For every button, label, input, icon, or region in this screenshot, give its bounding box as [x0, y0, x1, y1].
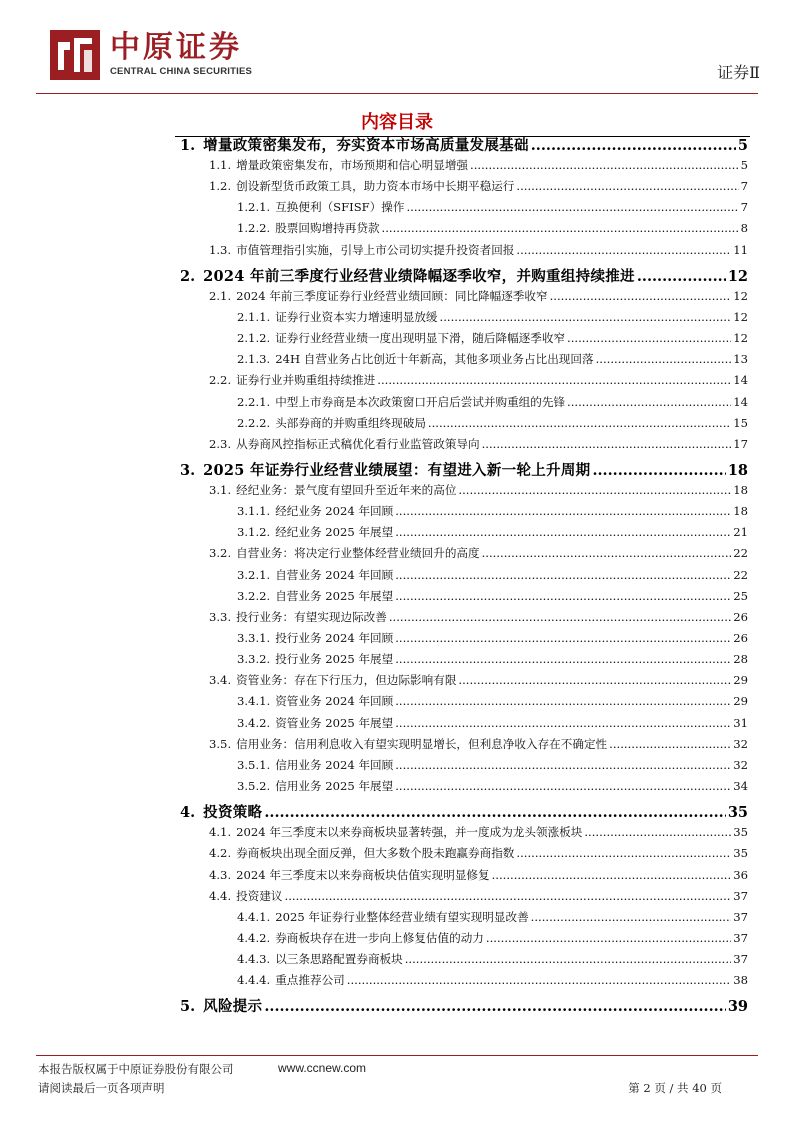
toc-entry-title: 以三条思路配置券商板块	[275, 952, 403, 967]
toc-entry-title: 自营业务：将决定行业整体经营业绩回升的高度	[236, 546, 480, 561]
toc-leader-dots	[347, 973, 731, 987]
toc-entry-title: 自营业务 2025 年展望	[275, 588, 394, 603]
toc-entry-number: 2.2.1.	[237, 394, 271, 409]
toc-leader-dots	[596, 352, 732, 366]
toc-leader-dots	[492, 868, 732, 882]
toc-leader-dots	[405, 952, 732, 966]
toc-entry[interactable]	[237, 309, 748, 327]
toc-entry-title: 信用业务 2024 年回顾	[275, 757, 394, 772]
toc-entry-page: 22	[733, 567, 748, 582]
toc-leader-dots	[458, 673, 731, 687]
toc-entry-page: 32	[733, 736, 748, 751]
toc-entry[interactable]	[237, 415, 748, 433]
toc-entry-number: 4.4.2.	[237, 930, 271, 945]
toc-entry-number: 2.1.	[209, 288, 232, 303]
toc-leader-dots	[395, 525, 731, 539]
toc-leader-dots	[264, 804, 725, 821]
toc-entry-page: 25	[733, 588, 748, 603]
toc-entry-title: 2025 年证券行业整体经营业绩有望实现明显改善	[275, 909, 529, 924]
toc-entry[interactable]	[209, 609, 748, 627]
toc-entry-number: 3.3.2.	[237, 652, 271, 667]
toc-entry-page: 29	[733, 694, 748, 709]
toc-entry[interactable]	[180, 459, 748, 481]
toc-entry-number: 3.3.1.	[237, 631, 271, 645]
toc-entry-number: 2.	[180, 267, 196, 285]
toc-entry-number: 4.4.	[209, 888, 232, 903]
toc-entry-title: 投行业务：有望实现边际改善	[236, 609, 387, 624]
toc-entry[interactable]	[237, 972, 748, 990]
toc-entry-number: 3.5.1.	[237, 757, 271, 772]
toc-leader-dots	[609, 737, 731, 751]
toc-entry-number: 3.1.1.	[237, 504, 271, 519]
toc-entry-title: 增量政策密集发布，市场预期和信心明显增强	[236, 158, 469, 172]
toc-entry-number: 4.4.1.	[237, 909, 271, 924]
toc-entry-page: 7	[740, 200, 748, 215]
toc-entry[interactable]	[209, 157, 748, 175]
sector-label: 证券Ⅱ	[717, 63, 760, 82]
toc-entry-number: 2.2.	[209, 373, 232, 388]
toc-leader-dots	[440, 310, 732, 324]
toc-entry[interactable]	[209, 672, 748, 690]
toc-entry-page: 38	[733, 973, 748, 988]
toc-entry[interactable]	[209, 545, 748, 563]
toc-entry-title: 信用业务 2025 年展望	[275, 779, 394, 794]
toc-entry[interactable]	[237, 330, 748, 348]
toc-entry-page: 13	[733, 352, 748, 367]
toc-entry[interactable]	[237, 757, 748, 775]
toc-entry-title: 券商板块出现全面反弹，但大多数个股未跑赢券商指数	[236, 846, 515, 861]
toc-entry-title: 创设新型货币政策工具，助力资本市场中长期平稳运行	[236, 179, 515, 194]
toc-entry-page: 32	[733, 757, 748, 772]
toc-entry-title: 资管业务：存在下行压力，但边际影响有限	[236, 673, 457, 688]
toc-entry-number: 3.3.	[209, 609, 232, 624]
toc-entry-title: 2025 年证券行业经营业绩展望：有望进入新一轮上升周期	[203, 461, 591, 479]
toc-entry-title: 互换便利（SFISF）操作	[275, 200, 405, 215]
toc-leader-dots	[592, 462, 725, 479]
toc-entry-title: 24H 自营业务占比创近十年新高，其他多项业务占比出现回落	[275, 352, 594, 367]
toc-leader-dots	[395, 568, 731, 582]
toc-leader-dots	[567, 331, 731, 345]
toc-entry[interactable]	[209, 867, 748, 885]
toc-entry-number: 2.1.3.	[237, 352, 271, 367]
toc-leader-dots	[531, 910, 732, 924]
toc-entry-page: 29	[733, 673, 748, 688]
toc-entry-title: 股票回购增持再贷款	[275, 221, 380, 236]
toc-entry-number: 1.3.	[209, 242, 232, 257]
toc-entry[interactable]	[209, 824, 748, 842]
page-number: 第 2 页 / 共 40 页	[628, 1081, 722, 1095]
toc-entry-page: 35	[727, 804, 748, 822]
toc-entry-page: 37	[733, 952, 748, 967]
toc-entry-number: 2.1.2.	[237, 331, 271, 346]
toc-entry-page: 5	[740, 158, 748, 172]
toc-leader-dots	[458, 483, 731, 497]
toc-entry-title: 风险提示	[203, 998, 263, 1016]
toc-entry-number: 1.	[180, 137, 196, 154]
toc-entry-title: 2024 年三季度末以来券商板块显著转强，并一度成为龙头领涨板块	[236, 825, 583, 840]
toc-leader-dots	[470, 158, 739, 172]
footer-disclaimer: 请阅读最后一页各项声明	[38, 1081, 165, 1095]
toc-entry[interactable]	[180, 265, 748, 287]
toc-entry-number: 3.4.2.	[237, 715, 271, 730]
toc-entry-page: 18	[733, 504, 748, 519]
toc-entry-page: 34	[733, 779, 748, 794]
toc-entry-number: 3.4.1.	[237, 694, 271, 709]
toc-entry[interactable]	[237, 220, 748, 238]
toc-entry-title: 信用业务：信用利息收入有望实现明显增长，但利息净收入存在不确定性	[236, 736, 608, 751]
toc-entry-page: 21	[733, 525, 748, 540]
toc-entry-number: 4.4.4.	[237, 973, 271, 988]
toc-entry-title: 重点推荐公司	[275, 973, 345, 988]
toc-entry-title: 投行业务 2024 年回顾	[275, 631, 394, 645]
toc-entry-number: 3.1.	[209, 482, 232, 497]
toc-entry[interactable]	[237, 951, 748, 969]
toc-entry-number: 4.1.	[209, 825, 232, 840]
toc-entry-title: 中型上市券商是本次政策窗口开启后尝试并购重组的先锋	[275, 394, 566, 409]
toc-entry-title: 证券行业并购重组持续推进	[236, 373, 376, 388]
toc-leader-dots	[482, 546, 732, 560]
toc-entry-page: 5	[737, 137, 748, 154]
toc-entry-page: 12	[733, 288, 748, 303]
toc-entry-number: 3.1.2.	[237, 525, 271, 540]
toc-entry-title: 证券行业资本实力增速明显放缓	[275, 309, 438, 324]
toc-entry-number: 3.2.1.	[237, 567, 271, 582]
toc-entry-title: 经纪业务 2025 年展望	[275, 525, 394, 540]
toc-entry[interactable]	[237, 524, 748, 542]
toc-entry[interactable]	[209, 436, 748, 454]
toc-entry[interactable]	[209, 178, 748, 196]
toc-entry-title: 增量政策密集发布，夯实资本市场高质量发展基础	[203, 137, 529, 154]
toc-entry-page: 39	[727, 998, 748, 1016]
toc-entry[interactable]	[237, 778, 748, 796]
toc-leader-dots	[382, 221, 739, 235]
toc-entry-page: 14	[733, 394, 748, 409]
toc-entry[interactable]	[209, 888, 748, 906]
toc-entry-title: 2024 年前三季度证券行业经营业绩回顾：同比降幅逐季收窄	[236, 288, 548, 303]
toc-entry-title: 资管业务 2024 年回顾	[275, 694, 394, 709]
toc-entry[interactable]	[237, 567, 748, 585]
toc-entry-page: 35	[733, 846, 748, 861]
toc-entry-number: 1.2.1.	[237, 200, 271, 215]
toc-leader-dots	[395, 779, 731, 793]
toc-entry-page: 37	[733, 888, 748, 903]
toc-leader-dots	[407, 200, 739, 214]
toc-entry-page: 26	[733, 631, 748, 645]
toc-leader-dots	[486, 931, 731, 945]
toc-leader-dots	[389, 610, 731, 624]
toc-entry-title: 券商板块存在进一步向上修复估值的动力	[275, 930, 484, 945]
toc-entry-number: 3.4.	[209, 673, 232, 688]
toc-entry-title: 经纪业务：景气度有望回升至近年来的高位	[236, 482, 457, 497]
toc-entry-number: 1.2.2.	[237, 221, 271, 236]
toc-entry-page: 31	[733, 715, 748, 730]
toc-entry-page: 35	[733, 825, 748, 840]
toc-entry[interactable]	[209, 372, 748, 390]
toc-entry[interactable]	[237, 651, 748, 669]
toc-entry-number: 4.4.3.	[237, 952, 271, 967]
toc-entry[interactable]	[209, 242, 748, 260]
brand-name-en: CENTRAL CHINA SECURITIES	[110, 66, 253, 77]
toc-entry-title: 投资策略	[203, 804, 263, 822]
toc-entry[interactable]	[237, 199, 748, 217]
toc-entry[interactable]	[237, 630, 748, 648]
toc-entry-page: 12	[727, 267, 748, 285]
toc-leader-dots	[516, 846, 731, 860]
toc-entry-page: 12	[733, 309, 748, 324]
toc-entry-number: 2.2.2.	[237, 415, 271, 430]
toc-entry-page: 36	[733, 867, 748, 882]
toc-entry-page: 14	[733, 373, 748, 388]
toc-entry[interactable]	[237, 715, 748, 733]
toc-entry-title: 2024 年三季度末以来券商板块估值实现明显修复	[236, 867, 490, 882]
toc-entry[interactable]	[180, 995, 748, 1017]
brand-name-cn: 中原证券	[110, 30, 242, 65]
toc-leader-dots	[377, 373, 731, 387]
toc-entry-title: 投资建议	[236, 888, 283, 903]
toc-leader-dots	[482, 437, 732, 451]
footer-divider	[36, 1055, 758, 1056]
toc-entry-title: 自营业务 2024 年回顾	[275, 567, 394, 582]
toc-leader-dots	[637, 268, 726, 285]
toc-entry-page: 8	[740, 221, 748, 236]
toc-leader-dots	[395, 758, 731, 772]
toc-entry[interactable]	[180, 134, 748, 156]
toc-leader-dots	[516, 179, 738, 193]
toc-entry[interactable]	[180, 801, 748, 823]
toc-entry-page: 18	[727, 461, 748, 479]
toc-entry-number: 3.5.2.	[237, 779, 271, 794]
toc-entry-number: 3.5.	[209, 736, 232, 751]
toc-entry-title: 资管业务 2025 年展望	[275, 715, 394, 730]
toc-entry-title: 头部券商的并购重组终现破局	[275, 415, 426, 430]
toc-entry[interactable]	[209, 288, 748, 306]
toc-entry-page: 26	[733, 609, 748, 624]
toc-leader-dots	[428, 416, 731, 430]
toc-entry-page: 18	[733, 482, 748, 497]
toc-entry-number: 3.2.2.	[237, 588, 271, 603]
toc-entry-page: 17	[733, 436, 748, 451]
toc-entry-number: 1.2.	[209, 179, 232, 194]
toc-entry[interactable]	[209, 845, 748, 863]
toc-entry-title: 经纪业务 2024 年回顾	[275, 504, 394, 519]
toc-entry-page: 28	[733, 652, 748, 667]
toc-entry-page: 37	[733, 909, 748, 924]
toc-leader-dots	[264, 998, 725, 1015]
toc-entry[interactable]	[237, 909, 748, 927]
toc-entry-number: 2.1.1.	[237, 309, 271, 324]
toc-entry-number: 1.1.	[209, 158, 232, 172]
toc-leader-dots	[550, 289, 732, 303]
toc-entry-number: 2.3.	[209, 436, 232, 451]
toc-entry-number: 4.2.	[209, 846, 232, 861]
toc-entry-page: 7	[740, 179, 748, 194]
toc-entry[interactable]	[209, 736, 748, 754]
footer-copyright: 本报告版权属于中原证券股份有限公司	[38, 1062, 234, 1076]
toc-leader-dots	[395, 652, 731, 666]
toc-entry-number: 3.	[180, 461, 196, 479]
toc-entry-title: 市值管理指引实施，引导上市公司切实提升投资者回报	[236, 242, 515, 257]
toc-leader-dots	[395, 694, 731, 708]
toc-entry-page: 12	[733, 331, 748, 346]
toc-entry-number: 3.2.	[209, 546, 232, 561]
toc-leader-dots	[285, 889, 732, 903]
footer-website-link[interactable]: www.ccnew.com	[278, 1061, 367, 1075]
toc-leader-dots	[516, 243, 731, 257]
toc-entry-page: 22	[733, 546, 748, 561]
toc-leader-dots	[395, 589, 731, 603]
toc-leader-dots	[584, 825, 731, 839]
toc-entry[interactable]	[209, 482, 748, 500]
toc-entry[interactable]	[237, 930, 748, 948]
toc-entry[interactable]	[237, 693, 748, 711]
toc-leader-dots	[395, 631, 731, 645]
toc-entry-title: 2024 年前三季度行业经营业绩降幅逐季收窄，并购重组持续推进	[203, 267, 635, 285]
toc-leader-dots	[531, 137, 736, 154]
toc-entry-number: 4.3.	[209, 867, 232, 882]
toc-leader-dots	[567, 395, 731, 409]
toc-leader-dots	[395, 716, 731, 730]
toc-entry[interactable]	[237, 351, 748, 369]
toc-entry[interactable]	[237, 503, 748, 521]
toc-entry[interactable]	[237, 394, 748, 412]
toc-title: 内容目录	[361, 112, 433, 133]
toc-entry-title: 证券行业经营业绩一度出现明显下滑，随后降幅逐季收窄	[275, 331, 566, 346]
toc-leader-dots	[395, 504, 731, 518]
toc-entry[interactable]	[237, 588, 748, 606]
toc-entry-page: 11	[733, 242, 748, 257]
toc-entry-number: 5.	[180, 998, 196, 1016]
toc-entry-page: 15	[733, 415, 748, 430]
toc-entry-page: 37	[733, 930, 748, 945]
toc-entry-title: 从券商风控指标正式稿优化看行业监管政策导向	[236, 436, 480, 451]
toc-entry-number: 4.	[180, 804, 196, 822]
toc-entry-title: 投行业务 2025 年展望	[275, 652, 394, 667]
